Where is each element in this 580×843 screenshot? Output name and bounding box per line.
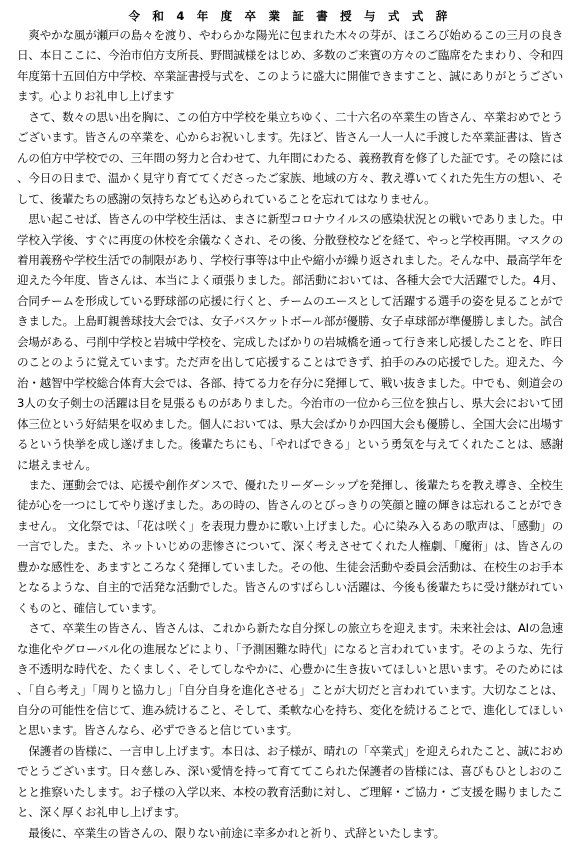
document-title: 令 和 4 年 度 卒 業 証 書 授 与 式 式 辞: [128, 9, 452, 23]
paragraph-closing: 最後に、卒業生の皆さんの、限りない前途に幸多かれと祈り、式辞といたします。: [17, 825, 445, 840]
paragraph-guardians: 保護者の皆様に、一言申し上げます。本日は、お子様が、晴れの「卒業式」を迎えられたこと、誠におめでとうございます。日々慈しみ、深い愛情を持って育ててこられた保護者の皆様には、喜びもひとしおのことと推察いたします。お子様の入学以来、本校の教育活動に対し、ご理解・ご協力・ご支援を賜りましたこと、深く厚くお礼申し上げます。: [17, 743, 563, 820]
paragraph-events: また、運動会では、応援や創作ダンスで、優れたリーダーシップを発揮し、後輩たちを教え導き、全校生徒が心を一つにしてやり遂げました。あの時の、皆さんのとびっきりの笑顔と瞳の輝きは忘れることができません。 文化祭では、「花は咲く」を表現力豊かに歌い上げました。心に染み入るあの歌声は、「感動」の一言でした。また、ネットいじめの悲惨さについて、深く考えさせてくれた人権劇、「魔術」は、皆さんの豊かな感性を、あますところなく発揮していました。その他、生徒会活動や委員会活動は、在校生のお手本となるような、自主的で活発な活動でした。皆さんのすばらしい活躍は、今後も後輩たちに受け継がれていくものと、確信しています。: [17, 477, 563, 615]
paragraph-greeting: 爽やかな風が瀬戸の島々を渡り、やわらかな陽光に包まれた木々の芽が、ほころび始めるこの三月の良き日、本日ここに、今治市伯方支所長、野間誠様をはじめ、多数のご来賓の方々のご臨席をたまわり、令和四年度第十五回伯方中学校、卒業証書授与式を、このように盛大に開催できますこと、誠にありがとうございます。心よりお礼申し上げます: [17, 28, 563, 104]
paragraph-school-life: 思い起こせば、皆さんの中学校生活は、まさに新型コロナウイルスの感染状況との戦いでありました。中学校入学後、すぐに再度の休校を余儀なくされ、その後、分散登校などを経て、やっと学校再開。マスクの着用義務や学校生活での制限があり、学校行事等は中止や縮小が繰り返されました。そんな中、最高学年を迎えた今年度、皆さんは、本当によく頑張りました。部活動においては、各種大会で大活躍でした。4月、合同チームを形成している野球部の応援に行くと、チームのエースとして活躍する選手の姿を見ることができました。上島町親善球技大会では、女子バスケットボール部が優勝、女子卓球部が準優勝しました。試合会場がある、弓削中学校と岩城中学校を、完成したばかりの岩城橋を通って行き来し応援したことを、昨日のことのように覚えています。ただ声を出して応援することはできず、拍手のみの応援でした。迎えた、今治・越智中学校総合体育大会では、各部、持てる力を存分に発揮して、戦い抜きました。中でも、剣道会の3人の女子剣士の活躍は目を見張るものがありました。今治市の一位から三位を独占し、県大会において団体三位という好結果を収めました。個人においては、県大会ばかりか四国大会も優勝し、全国大会に出場するという快挙を成し遂げました。後輩たちにも、「やればできる」という勇気を与えてくれたことは、感謝に堪えません。: [17, 212, 563, 472]
paragraph-congratulations: さて、数々の思い出を胸に、この伯方中学校を巣立ちゆく、二十六名の卒業生の皆さん、卒業おめでとうございます。皆さんの卒業を、心からお祝いします。先ほど、皆さん一人一人に手渡した卒業証書は、皆さんの伯方中学校での、三年間の努力と合わせて、九年間にわたる、義務教育を修了した証です。その陰には、今日の日まで、温かく見守り育ててくださったご家族、地域の方々、教え導いてくれた先生方の想い、そして、後輩たちの感謝の気持ちなども込められていることを忘れてはなりません。: [17, 109, 563, 206]
paragraph-future: さて、卒業生の皆さん、皆さんは、これから新たな自分探しの旅立ちを迎えます。未来社会は、AIの急速な進化やグローバル化の進展などにより、「予測困難な時代」になると言われています。そのような、先行き不透明な時代を、たくましく、そしてしなやかに、心豊かに生き抜いてほしいと思います。そのためには、「自ら考え」「周りと協力し」「自分自身を進化させる」ことが大切だと言われています。大切なことは、自分の可能性を信じて、進み続けること、そして、柔軟な心を持ち、変化を続けることで、進化してほしいと思います。皆さんなら、必ずできると信じています。: [17, 621, 563, 738]
